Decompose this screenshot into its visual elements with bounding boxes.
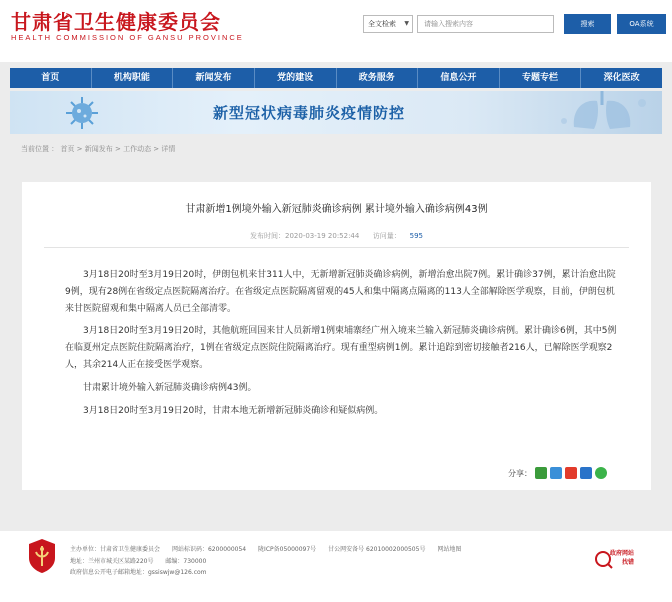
footer-postcode: 邮编：730000 <box>165 557 207 565</box>
published-label: 发布时间： <box>250 232 285 240</box>
header <box>0 0 672 62</box>
paragraph: 3月18日20时至3月19日20时，其他航班回国来甘人员新增1例柬埔寨经广州入境来兰输入新冠肺炎确诊病例。累计确诊6例，其中5例在临夏州定点医院住院隔离治疗，1例在省级定点医院住院隔离治疗。现有重型病例1例。累计追踪到密切接触者216人，已解除医学观察2人，其余214人正在接受医学观察。 <box>65 326 617 370</box>
footer-email: 政府信息公开电子邮箱地址：gssiswjw@126.com <box>70 569 207 576</box>
renren-icon[interactable] <box>580 467 592 479</box>
breadcrumb[interactable]: 当前位置 ： 首页 > 新闻发布 > 工作动态 > 详情 <box>21 145 176 153</box>
nav-item-reform[interactable]: 深化医改 <box>603 73 640 83</box>
oa-system-button[interactable]: OA系统 <box>617 14 666 34</box>
main-nav <box>10 68 662 88</box>
footer <box>0 531 672 602</box>
lungs-graphic <box>542 91 662 134</box>
article-body <box>65 267 618 425</box>
weibo-icon[interactable] <box>565 467 577 479</box>
paragraph: 甘肃累计境外输入新冠肺炎确诊病例43例。 <box>83 382 257 393</box>
footer-site-id: 网站标识码：6200000054 <box>171 546 247 553</box>
nav-item-home[interactable]: 首页 <box>10 68 92 88</box>
chevron-down-icon: ▼ <box>404 20 409 27</box>
site-title[interactable]: 甘肃省卫生健康委员会 <box>11 10 221 34</box>
nav-item-party[interactable]: 党的建设 <box>255 68 337 88</box>
share-more-icon[interactable] <box>535 467 547 479</box>
footer-sitemap[interactable]: 网站地图 <box>437 546 462 553</box>
published-date: 2020-03-19 20:52:44 <box>285 232 360 240</box>
footer-address: 地址：兰州市城关区某路220号 <box>70 557 154 565</box>
nav-item-news[interactable]: 新闻发布 <box>173 68 255 88</box>
virus-icon <box>62 95 102 131</box>
search-button[interactable]: 搜索 <box>564 14 611 34</box>
qzone-icon[interactable] <box>550 467 562 479</box>
footer-police-record[interactable]: 甘公网安备号 62010002000505号 <box>328 546 426 553</box>
article-meta <box>22 231 651 241</box>
paragraph: 3月18日20时至3月19日20时，伊朗包机来甘311人中，无新增新冠肺炎确诊病例，新增治愈出院7例。累计确诊37例，累计治愈出院9例，现有28例在省级定点医院隔离治疗。在省级定点医院隔离留观的45人和集中隔离点隔离的113人全部解除医学观察，目前，伊朗包机来甘医院留观和集中隔离人员已全部清零。 <box>65 270 616 314</box>
search-input[interactable]: 请输入搜索内容 <box>417 15 554 33</box>
article-title: 甘肃新增1例境外输入新冠肺炎确诊病例 累计境外输入确诊病例43例 <box>185 204 488 215</box>
party-emblem-icon <box>27 538 57 574</box>
nav-item-topics[interactable]: 专题专栏 <box>500 68 582 88</box>
search-scope-select[interactable] <box>363 15 413 33</box>
wechat-icon[interactable] <box>595 467 607 479</box>
footer-icp[interactable]: 陇ICP备05000097号 <box>258 546 317 553</box>
paragraph: 3月18日20时至3月19日20时，甘肃本地无新增新冠肺炎确诊和疑似病例。 <box>83 405 384 416</box>
article-card <box>22 182 651 490</box>
nav-item-disclosure[interactable]: 信息公开 <box>418 68 500 88</box>
site-subtitle: HEALTH COMMISSION OF GANSU PROVINCE <box>11 33 244 42</box>
footer-line-3 <box>70 567 471 579</box>
footer-line-1 <box>70 544 471 556</box>
banner-title: 新型冠状病毒肺炎疫情防控 <box>213 104 406 122</box>
nav-item-services[interactable]: 政务服务 <box>337 68 419 88</box>
error-finder-label[interactable] <box>610 549 634 567</box>
views-count: 595 <box>409 232 423 240</box>
meta-divider <box>44 247 629 248</box>
finder-label-1: 政府网站 <box>610 550 635 557</box>
nav-item-institution[interactable]: 机构职能 <box>92 68 174 88</box>
search-scope-label: 全文检索 <box>368 20 396 28</box>
footer-line-2 <box>70 556 471 568</box>
views-label: 访问量： <box>372 232 401 240</box>
epidemic-banner[interactable] <box>10 91 662 134</box>
share-label: 分享： <box>508 468 532 478</box>
finder-label-2: 找错 <box>622 559 635 566</box>
footer-sponsor: 主办单位：甘肃省卫生健康委员会 <box>70 546 161 553</box>
share-bar <box>508 467 607 479</box>
footer-info <box>70 544 471 579</box>
